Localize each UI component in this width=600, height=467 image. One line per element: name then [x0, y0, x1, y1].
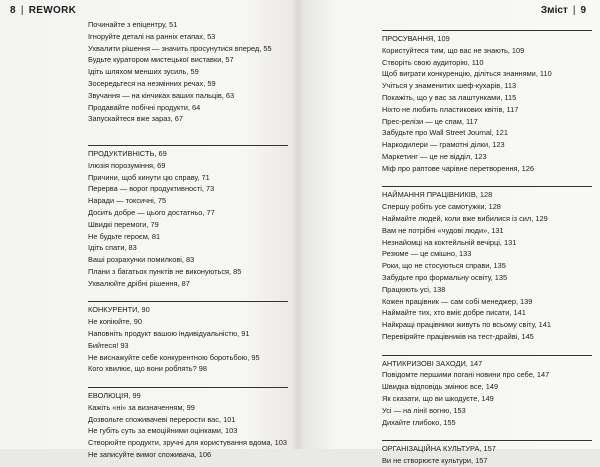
toc-entry: Досить добре — цього достатньо, 77: [88, 207, 215, 217]
toc-entry: Швидка відповідь змінює все, 149: [382, 382, 499, 392]
toc-entry: Дихайте глибоко, 155: [382, 417, 456, 427]
toc-entry: Починайте з епіцентру, 51: [88, 20, 178, 29]
spacer: [88, 290, 288, 302]
toc-entry: Продавайте побічні продукти, 64: [88, 102, 201, 112]
toc-entry: Кожен працівник — сам собі менеджер, 139: [382, 296, 533, 306]
header-separator: |: [572, 5, 576, 16]
spacer: [382, 428, 592, 440]
toc-entry: Ухвалити рішення — значить просунутися вперед, 55: [88, 43, 272, 53]
toc-entry: Усі — на лінії вогню, 153: [382, 405, 466, 415]
right-toc: [382, 30, 592, 467]
toc-entry: Спершу робіть усе самотужки, 128: [382, 202, 501, 212]
section-heading-promotion: ПРОСУВАННЯ, 109: [382, 30, 592, 45]
left-book-title: REWORK: [28, 5, 77, 16]
toc-entry: Зосередьтеся на незмінних речах, 59: [88, 78, 216, 88]
left-page: [0, 0, 296, 459]
toc-entry: Плани з багатьох пунктів не виконуються, 85: [88, 266, 242, 276]
toc-entry: Вам не потрібні «чудові люди», 131: [382, 225, 504, 235]
toc-entry: Як сказати, що ви шкодуєте, 149: [382, 393, 494, 403]
toc-entry: Не записуйте вимог споживача, 106: [88, 449, 212, 459]
left-running-head: [10, 5, 76, 16]
section-heading-evolution: ЕВОЛЮЦІЯ, 99: [88, 387, 288, 402]
right-running-head: [541, 5, 586, 16]
toc-entry: Забудьте про формальну освіту, 135: [382, 272, 508, 282]
toc-entry: Ви не створюєте культури, 157: [382, 455, 488, 465]
toc-entry: Щоб виграти конкуренцію, діліться знаннями, 110: [382, 69, 552, 79]
toc-entry: Роки, що не стосуються справи, 135: [382, 261, 506, 271]
right-page-number: 9: [580, 5, 586, 16]
right-section-title: Зміст: [540, 5, 568, 16]
spacer: [382, 343, 592, 355]
toc-entry: Не копіюйте, 90: [88, 317, 142, 327]
toc-entry: Працюють усі, 138: [382, 284, 446, 294]
toc-entry: Ідіть шляхом менших зусиль, 59: [88, 67, 199, 77]
section-heading-productivity: ПРОДУКТИВНІСТЬ, 69: [88, 145, 288, 160]
toc-entry: Не виснажуйте себе конкурентною боротьбою, 95: [88, 352, 260, 362]
toc-entry: Будьте куратором мистецької виставки, 57: [88, 55, 234, 65]
left-toc: [88, 19, 288, 461]
toc-entry: Наймайте людей, коли вже вибилися із сил, 129: [382, 213, 548, 223]
toc-entry: Учіться у знаменитих шеф-кухарів, 113: [382, 81, 517, 91]
toc-entry: Дозвольте споживачеві перерости вас, 101: [88, 414, 236, 424]
spacer: [88, 375, 288, 387]
spacer: [88, 137, 288, 145]
toc-entry: Ілюзія порозуміння, 69: [88, 160, 166, 170]
toc-entry: Бийтеся! 93: [88, 340, 129, 350]
left-page-number: 8: [10, 5, 16, 16]
toc-entry: Користуйтеся тим, що вас не знають, 109: [382, 45, 525, 55]
toc-entry: Найкращі працівники живуть по всьому світу, 141: [382, 320, 551, 330]
toc-entry: Запускайтеся вже зараз, 67: [88, 114, 183, 124]
spacer: [88, 125, 288, 137]
toc-entry: Ухвалюйте дрібні рішення, 87: [88, 278, 190, 288]
right-page: [304, 0, 600, 465]
toc-entry: Наркодилери — грамотні ділки, 123: [382, 140, 505, 150]
toc-entry: Ігноруйте деталі на ранніх етапах, 53: [88, 31, 216, 41]
toc-entry: Створюйте продукти, зручні для користування вдома, 103: [88, 438, 287, 448]
spacer: [382, 175, 592, 187]
toc-entry: Не губіть суть за емоційними оцінками, 103: [88, 426, 238, 436]
toc-entry: Наради — токсичні, 75: [88, 196, 167, 206]
toc-entry: Міф про раптове чарівне перетворення, 126: [382, 163, 534, 173]
toc-entry: Ідіть спати, 83: [88, 243, 137, 253]
section-heading-hiring: НАЙМАННЯ ПРАЦІВНИКІВ, 128: [382, 186, 592, 201]
toc-entry: Ніхто не любить пластикових квітів, 117: [382, 104, 519, 114]
section-heading-competitors: КОНКУРЕНТИ, 90: [88, 301, 288, 316]
section-heading-culture: ОРГАНІЗАЦІЙНА КУЛЬТУРА, 157: [382, 440, 592, 455]
toc-entry: Звучання — на кінчиках ваших пальців, 63: [88, 90, 235, 100]
toc-entry: Маркетинг — це не відділ, 123: [382, 151, 487, 161]
toc-entry: Кого хвилює, що вони роблять? 98: [88, 364, 208, 374]
toc-entry: Резюме — це смішно, 133: [382, 249, 472, 259]
toc-entry: Незнайомці на коктейльній вечірці, 131: [382, 237, 517, 247]
toc-entry: Наймайте тих, хто вміє добре писати, 141: [382, 308, 526, 318]
toc-entry: Перевіряйте працівників на тест-драйві, 145: [382, 331, 534, 341]
toc-entry: Кажіть «ні» за визначенням, 99: [88, 402, 195, 412]
header-separator: |: [20, 5, 24, 16]
toc-entry: Ваші розрахунки помилкові, 83: [88, 255, 195, 265]
toc-entry: Перерва — ворог продуктивності, 73: [88, 184, 215, 194]
toc-entry: Прес-релізи — це спам, 117: [382, 116, 478, 126]
toc-entry: Наповніть продукт вашою індивідуальністю, 91: [88, 328, 250, 338]
toc-entry: Забудьте про Wall Street Journal, 121: [382, 128, 509, 138]
section-heading-crisis: АНТИКРИЗОВІ ЗАХОДИ, 147: [382, 355, 592, 370]
toc-entry: Не будьте героєм, 81: [88, 231, 161, 241]
toc-entry: Причини, щоб кинути цю справу, 71: [88, 172, 210, 182]
toc-entry: Повідомте першими погані новини про себе, 147: [382, 370, 550, 380]
toc-entry: Швидкі перемоги, 79: [88, 219, 159, 229]
toc-entry: Створіть свою аудиторію, 110: [382, 57, 484, 67]
toc-entry: Покажіть, що у вас за лаштунками, 115: [382, 92, 517, 102]
